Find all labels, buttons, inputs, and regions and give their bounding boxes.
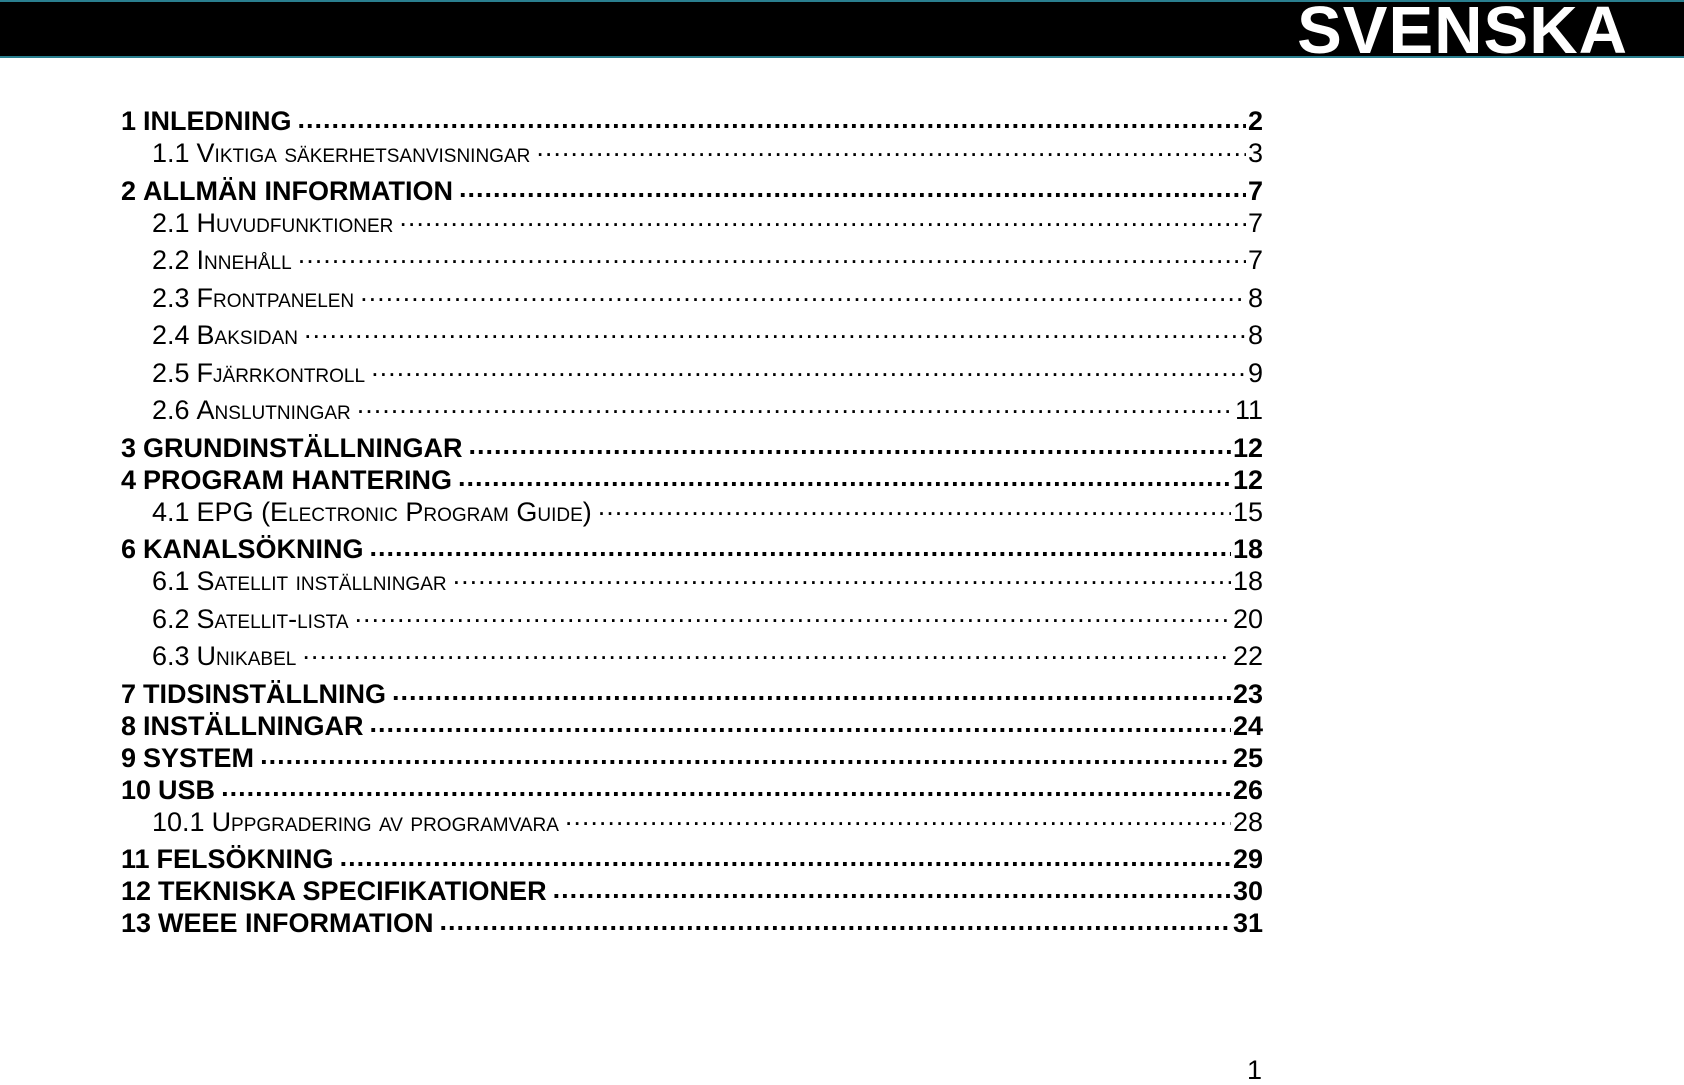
toc-dot-leader bbox=[370, 531, 1231, 558]
toc-chapter-entry[interactable] bbox=[121, 740, 1263, 772]
toc-dot-leader bbox=[392, 676, 1231, 703]
toc-section-entry[interactable] bbox=[121, 135, 1263, 173]
toc-entry-page: 11 bbox=[1234, 395, 1263, 425]
toc-entry-label: KANALSÖKNING bbox=[143, 534, 364, 563]
toc-entry-label: WEEE INFORMATION bbox=[158, 908, 434, 937]
toc-dot-leader bbox=[371, 355, 1246, 382]
toc-section-entry[interactable] bbox=[121, 494, 1263, 532]
toc-section-entry[interactable] bbox=[121, 392, 1263, 430]
toc-entry-page: 18 bbox=[1232, 534, 1263, 563]
toc-entry-number: 4.1 bbox=[152, 496, 190, 527]
toc-dot-leader bbox=[302, 638, 1231, 665]
toc-entry-page: 24 bbox=[1232, 710, 1263, 740]
toc-entry-page: 29 bbox=[1232, 844, 1263, 873]
toc-entry-page: 23 bbox=[1232, 678, 1263, 708]
toc-chapter-entry[interactable] bbox=[121, 905, 1263, 937]
toc-entry-label: Frontpanelen bbox=[196, 282, 355, 313]
toc-entry-page: 7 bbox=[1247, 207, 1263, 238]
toc-dot-leader bbox=[260, 740, 1231, 767]
toc-entry-number: 6 bbox=[121, 534, 137, 563]
toc-entry-number: 10.1 bbox=[152, 806, 205, 837]
toc-dot-leader bbox=[298, 242, 1246, 269]
toc-entry-number: 6.1 bbox=[152, 566, 190, 596]
toc-entry-number: 6.3 bbox=[152, 641, 190, 671]
toc-dot-leader bbox=[340, 841, 1231, 868]
toc-entry-label: Uppgradering av programvara bbox=[211, 806, 559, 837]
toc-entry-label: SYSTEM bbox=[143, 742, 255, 772]
toc-entry-label: Baksidan bbox=[196, 320, 298, 350]
toc-dot-leader bbox=[458, 462, 1231, 489]
toc-chapter-entry[interactable] bbox=[121, 841, 1263, 873]
toc-dot-leader bbox=[304, 317, 1246, 344]
toc-entry-number: 2.1 bbox=[152, 207, 190, 238]
toc-entry-label: INSTÄLLNINGAR bbox=[143, 710, 364, 740]
toc-entry-label: ALLMÄN INFORMATION bbox=[143, 175, 453, 205]
toc-entry-number: 13 bbox=[121, 908, 152, 937]
toc-entry-page: 25 bbox=[1232, 742, 1263, 772]
table-of-contents bbox=[121, 103, 1263, 937]
toc-entry-number: 2.4 bbox=[152, 320, 190, 350]
toc-entry-label: GRUNDINSTÄLLNINGAR bbox=[143, 432, 463, 462]
toc-entry-number: 10 bbox=[121, 774, 152, 804]
toc-entry-number: 1 bbox=[121, 106, 137, 135]
toc-entry-label: TIDSINSTÄLLNING bbox=[143, 678, 387, 708]
toc-entry-page: 12 bbox=[1232, 432, 1263, 462]
toc-section-entry[interactable] bbox=[121, 638, 1263, 676]
toc-dot-leader bbox=[440, 905, 1231, 932]
toc-dot-leader bbox=[355, 601, 1231, 628]
toc-entry-page: 20 bbox=[1232, 603, 1263, 634]
toc-entry-number: 9 bbox=[121, 742, 137, 772]
toc-entry-label: TEKNISKA SPECIFIKATIONER bbox=[158, 876, 547, 905]
toc-chapter-entry[interactable] bbox=[121, 173, 1263, 205]
toc-entry-number: 7 bbox=[121, 678, 137, 708]
page-number: 1 bbox=[1246, 1055, 1262, 1085]
toc-section-entry[interactable] bbox=[121, 280, 1263, 318]
toc-entry-page: 31 bbox=[1232, 908, 1263, 937]
toc-entry-page: 7 bbox=[1247, 175, 1263, 205]
toc-dot-leader bbox=[469, 430, 1231, 457]
toc-chapter-entry[interactable] bbox=[121, 430, 1263, 462]
toc-entry-label: Satellit-lista bbox=[196, 603, 349, 634]
toc-entry-number: 2.5 bbox=[152, 357, 190, 388]
toc-section-entry[interactable] bbox=[121, 317, 1263, 355]
toc-dot-leader bbox=[553, 873, 1231, 900]
toc-entry-label: Innehåll bbox=[196, 245, 292, 275]
toc-dot-leader bbox=[598, 494, 1231, 521]
toc-chapter-entry[interactable] bbox=[121, 676, 1263, 708]
toc-section-entry[interactable] bbox=[121, 205, 1263, 243]
toc-entry-label: FELSÖKNING bbox=[156, 844, 334, 873]
toc-dot-leader bbox=[360, 280, 1246, 307]
toc-chapter-entry[interactable] bbox=[121, 462, 1263, 494]
toc-entry-number: 1.1 bbox=[152, 138, 190, 168]
toc-entry-label: EPG (Electronic Program Guide) bbox=[196, 496, 592, 527]
toc-entry-number: 4 bbox=[121, 464, 137, 494]
toc-entry-page: 22 bbox=[1232, 641, 1263, 671]
language-title: SVENSKA bbox=[1297, 0, 1628, 68]
toc-entry-label: INLEDNING bbox=[143, 106, 292, 135]
toc-entry-number: 12 bbox=[121, 876, 152, 905]
toc-dot-leader bbox=[221, 772, 1231, 799]
toc-entry-number: 2 bbox=[121, 175, 137, 205]
toc-dot-leader bbox=[536, 135, 1246, 162]
toc-entry-page: 9 bbox=[1247, 357, 1263, 388]
toc-dot-leader bbox=[357, 392, 1233, 419]
toc-section-entry[interactable] bbox=[121, 355, 1263, 393]
toc-entry-page: 3 bbox=[1247, 138, 1263, 168]
toc-section-entry[interactable] bbox=[121, 242, 1263, 280]
toc-entry-page: 28 bbox=[1232, 806, 1263, 837]
toc-entry-label: Anslutningar bbox=[196, 395, 351, 425]
toc-dot-leader bbox=[459, 173, 1246, 200]
toc-entry-page: 26 bbox=[1232, 774, 1263, 804]
toc-dot-leader bbox=[399, 205, 1246, 232]
toc-entry-number: 11 bbox=[121, 844, 150, 873]
toc-entry-page: 8 bbox=[1247, 282, 1263, 313]
toc-chapter-entry[interactable] bbox=[121, 873, 1263, 905]
toc-entry-number: 8 bbox=[121, 710, 137, 740]
toc-entry-page: 7 bbox=[1247, 245, 1263, 275]
toc-entry-label: Unikabel bbox=[196, 641, 297, 671]
toc-section-entry[interactable] bbox=[121, 563, 1263, 601]
toc-entry-label: Huvudfunktioner bbox=[196, 207, 394, 238]
toc-entry-page: 18 bbox=[1232, 566, 1263, 596]
toc-entry-number: 2.2 bbox=[152, 245, 190, 275]
toc-entry-label: Fjärrkontroll bbox=[196, 357, 366, 388]
toc-chapter-entry[interactable] bbox=[121, 531, 1263, 563]
toc-dot-leader bbox=[298, 103, 1246, 130]
toc-section-entry[interactable] bbox=[121, 601, 1263, 639]
toc-entry-label: USB bbox=[158, 774, 216, 804]
toc-dot-leader bbox=[565, 804, 1231, 831]
toc-entry-page: 15 bbox=[1232, 496, 1263, 527]
toc-chapter-entry[interactable] bbox=[121, 103, 1263, 135]
toc-dot-leader bbox=[370, 708, 1231, 735]
toc-entry-number: 6.2 bbox=[152, 603, 190, 634]
toc-entry-number: 2.3 bbox=[152, 282, 190, 313]
toc-dot-leader bbox=[453, 563, 1231, 590]
toc-entry-label: Satellit inställningar bbox=[196, 566, 447, 596]
toc-chapter-entry[interactable] bbox=[121, 772, 1263, 804]
language-header-bar bbox=[0, 0, 1684, 68]
toc-entry-page: 2 bbox=[1247, 106, 1263, 135]
toc-entry-label: PROGRAM HANTERING bbox=[143, 464, 453, 494]
toc-entry-page: 8 bbox=[1247, 320, 1263, 350]
toc-entry-page: 12 bbox=[1232, 464, 1263, 494]
toc-entry-number: 2.6 bbox=[152, 395, 190, 425]
toc-entry-number: 3 bbox=[121, 432, 137, 462]
toc-chapter-entry[interactable] bbox=[121, 708, 1263, 740]
toc-section-entry[interactable] bbox=[121, 804, 1263, 842]
toc-entry-page: 30 bbox=[1232, 876, 1263, 905]
toc-entry-label: Viktiga säkerhetsanvisningar bbox=[196, 138, 531, 168]
